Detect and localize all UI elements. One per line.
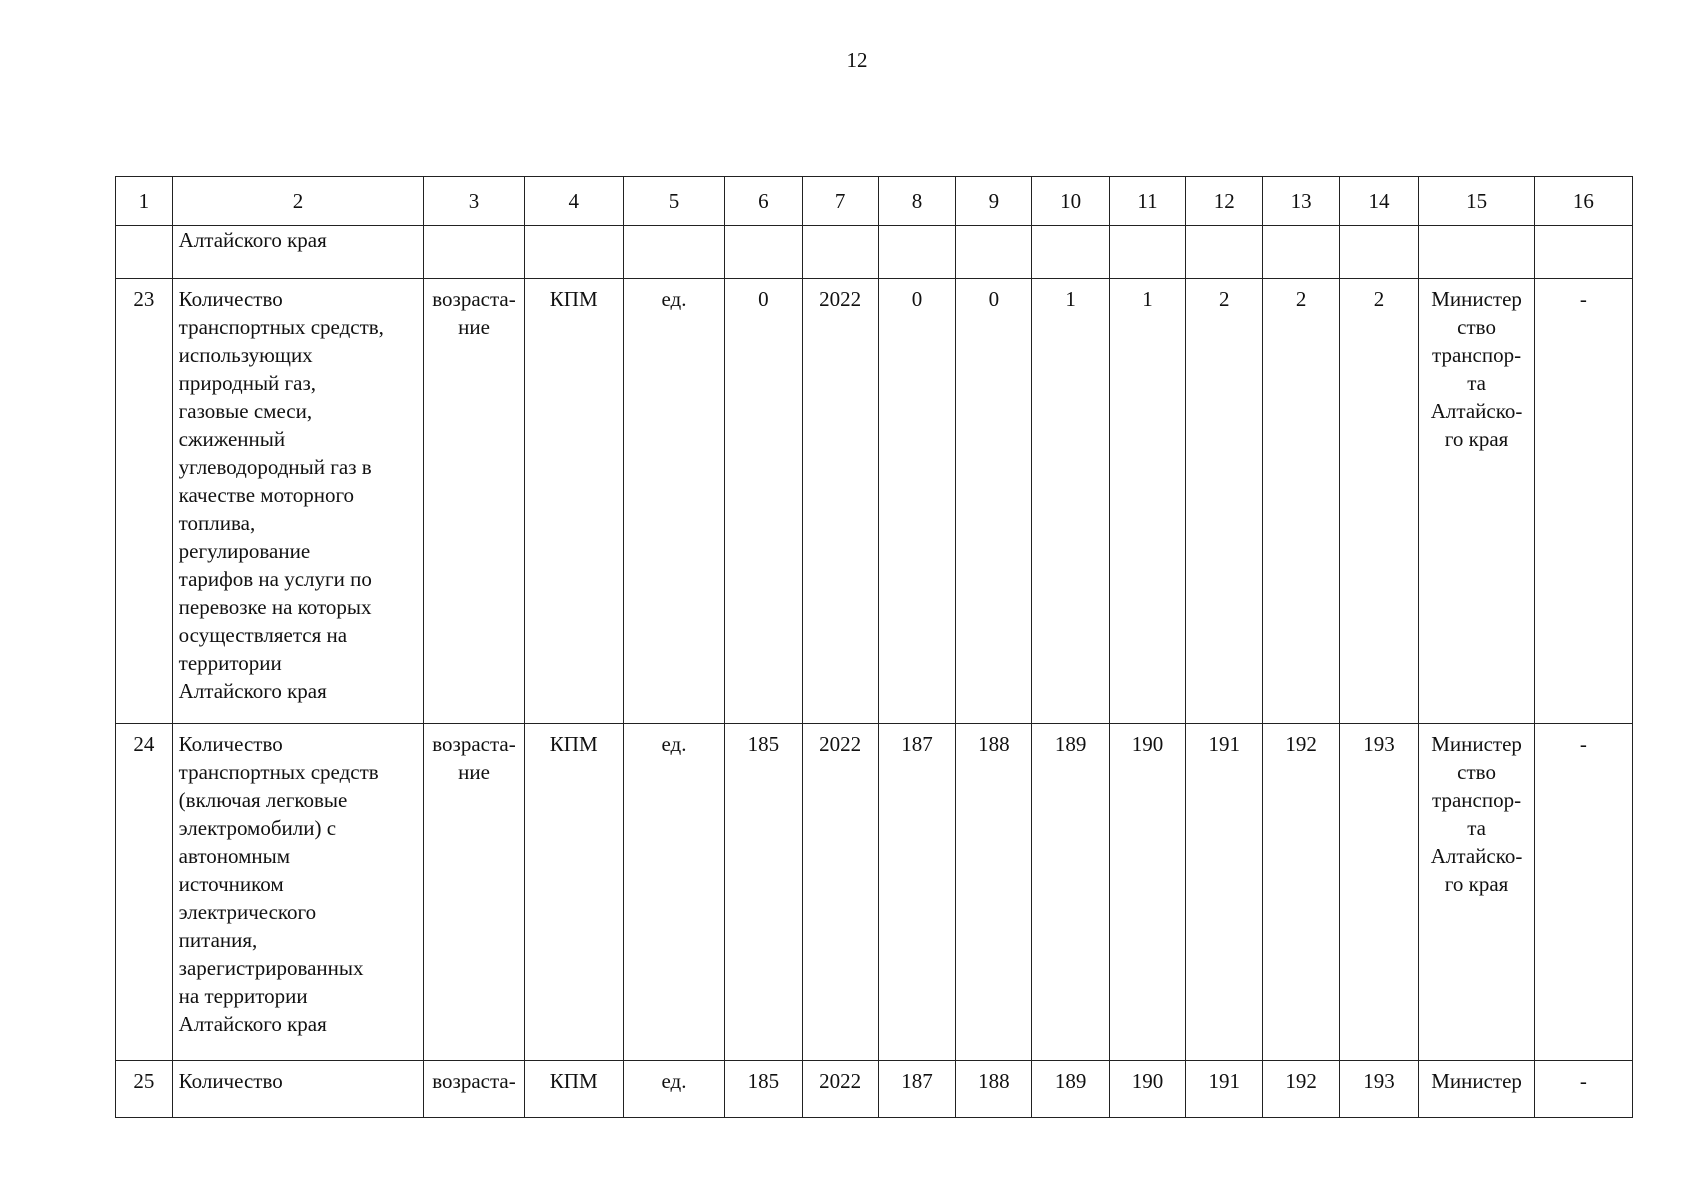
table-cell (1263, 226, 1339, 279)
unit: ед. (623, 1061, 724, 1118)
indicator-name-line: газовые смеси, (178, 399, 313, 423)
value-cell: 189 (1032, 724, 1109, 1061)
indicator-table (115, 176, 1633, 1118)
value-cell: 0 (956, 279, 1032, 724)
table-cell (116, 226, 173, 279)
table-row (116, 279, 1633, 724)
indicator-name-line: территории (178, 651, 282, 675)
indicator-name (172, 279, 424, 724)
table-cell (1419, 226, 1535, 279)
value-cell: 2 (1263, 279, 1339, 724)
column-header: 11 (1109, 177, 1185, 226)
header-row (116, 177, 1633, 226)
column-header: 15 (1419, 177, 1535, 226)
indicator-name-line: на территории (178, 984, 308, 1008)
value-cell: 189 (1032, 1061, 1109, 1118)
value-cell: 193 (1339, 1061, 1419, 1118)
responsible-line: та (1467, 816, 1486, 840)
table-row (116, 1061, 1633, 1118)
unit: ед. (623, 279, 724, 724)
row-number: 24 (116, 724, 173, 1061)
responsible-line: ство (1457, 760, 1496, 784)
responsible-line: го края (1444, 427, 1509, 451)
value-cell: 0 (878, 279, 955, 724)
responsible-line: Министер (1431, 287, 1522, 311)
indicator-name-line: электрического (178, 900, 317, 924)
column-header: 14 (1339, 177, 1419, 226)
direction-line: ние (458, 315, 490, 339)
continuation-row (116, 226, 1633, 279)
value-cell: 192 (1263, 724, 1339, 1061)
column-header: 8 (878, 177, 955, 226)
row-number: 25 (116, 1061, 173, 1118)
value-cell: 191 (1186, 1061, 1263, 1118)
responsible-line: Алтайско- (1430, 844, 1523, 868)
column-header: 13 (1263, 177, 1339, 226)
table-cell (424, 226, 524, 279)
value-cell: 190 (1109, 724, 1185, 1061)
table-cell (1032, 226, 1109, 279)
value-cell: 187 (878, 1061, 955, 1118)
column-header: 9 (956, 177, 1032, 226)
value-cell: 188 (956, 724, 1032, 1061)
note-cell: - (1534, 724, 1632, 1061)
value-cell: 1 (1032, 279, 1109, 724)
table-cell (1339, 226, 1419, 279)
indicator-name-line: автономным (178, 844, 291, 868)
responsible-cell (1419, 1061, 1535, 1118)
table-cell (802, 226, 878, 279)
direction-line: ние (458, 760, 490, 784)
indicator-name-line: транспортных средств, (178, 315, 384, 339)
table-cell (878, 226, 955, 279)
direction-cell (424, 1061, 524, 1118)
value-cell: 2 (1186, 279, 1263, 724)
value-cell: 2 (1339, 279, 1419, 724)
indicator-name-line: Количество (178, 732, 283, 756)
value-cell: 185 (725, 724, 802, 1061)
column-header: 2 (172, 177, 424, 226)
indicator-name-line: осуществляется на (178, 623, 348, 647)
unit: ед. (623, 724, 724, 1061)
indicator-name-line: углеводородный газ в (178, 455, 372, 479)
unit-source: КПМ (524, 1061, 623, 1118)
value-cell: 193 (1339, 724, 1419, 1061)
value-cell: 2022 (802, 279, 878, 724)
direction-line: возраста- (432, 732, 516, 756)
column-header: 3 (424, 177, 524, 226)
indicator-name-line: питания, (178, 928, 258, 952)
column-header: 7 (802, 177, 878, 226)
indicator-name-line: использующих (178, 343, 313, 367)
value-cell: 0 (725, 279, 802, 724)
responsible-line: ство (1457, 315, 1496, 339)
note-cell: - (1534, 1061, 1632, 1118)
column-header: 16 (1534, 177, 1632, 226)
column-header: 5 (623, 177, 724, 226)
indicator-name-line: Количество (178, 1069, 283, 1093)
unit-source: КПМ (524, 279, 623, 724)
indicator-name-line: Количество (178, 287, 283, 311)
indicator-name-line: (включая легковые (178, 788, 348, 812)
table-cell (1109, 226, 1185, 279)
indicator-name-line: Алтайского края (178, 1012, 327, 1036)
responsible-line: Министер (1431, 1069, 1522, 1093)
indicator-name-line: электромобили) с (178, 816, 337, 840)
value-cell: 190 (1109, 1061, 1185, 1118)
direction-line: возраста- (432, 287, 516, 311)
indicator-name-line: регулирование (178, 539, 311, 563)
responsible-line: Министер (1431, 732, 1522, 756)
table-cell (956, 226, 1032, 279)
indicator-name-line: тарифов на услуги по (178, 567, 372, 591)
note-cell: - (1534, 279, 1632, 724)
indicator-name-line: транспортных средств (178, 760, 379, 784)
unit-source: КПМ (524, 724, 623, 1061)
table-cell (623, 226, 724, 279)
indicator-name-line: сжиженный (178, 427, 286, 451)
value-cell: 188 (956, 1061, 1032, 1118)
indicator-name (172, 724, 424, 1061)
responsible-line: транспор- (1432, 343, 1522, 367)
indicator-name-line: источником (178, 872, 284, 896)
table-cell (725, 226, 802, 279)
column-header: 1 (116, 177, 173, 226)
table-cell (1534, 226, 1632, 279)
direction-line: возраста- (432, 1069, 516, 1093)
indicator-name-line: зарегистрированных (178, 956, 364, 980)
indicator-name-line: перевозке на которых (178, 595, 372, 619)
value-cell: 185 (725, 1061, 802, 1118)
row-number: 23 (116, 279, 173, 724)
indicator-name (172, 1061, 424, 1118)
indicator-name-line: топлива, (178, 511, 256, 535)
value-cell: 2022 (802, 724, 878, 1061)
value-cell: 2022 (802, 1061, 878, 1118)
value-cell: 192 (1263, 1061, 1339, 1118)
indicator-name-line: природный газ, (178, 371, 317, 395)
continuation-text: Алтайского края (172, 226, 424, 279)
responsible-cell (1419, 279, 1535, 724)
value-cell: 191 (1186, 724, 1263, 1061)
column-header: 12 (1186, 177, 1263, 226)
responsible-line: Алтайско- (1430, 399, 1523, 423)
responsible-line: го края (1444, 872, 1509, 896)
table-row (116, 724, 1633, 1061)
column-header: 6 (725, 177, 802, 226)
responsible-cell (1419, 724, 1535, 1061)
value-cell: 1 (1109, 279, 1185, 724)
direction-cell (424, 279, 524, 724)
direction-cell (424, 724, 524, 1061)
indicator-name-line: Алтайского края (178, 679, 327, 703)
column-header: 10 (1032, 177, 1109, 226)
responsible-line: транспор- (1432, 788, 1522, 812)
indicator-name-line: качестве моторного (178, 483, 355, 507)
column-header: 4 (524, 177, 623, 226)
responsible-line: та (1467, 371, 1486, 395)
value-cell: 187 (878, 724, 955, 1061)
table-cell (524, 226, 623, 279)
page-number: 12 (846, 48, 868, 72)
table-cell (1186, 226, 1263, 279)
